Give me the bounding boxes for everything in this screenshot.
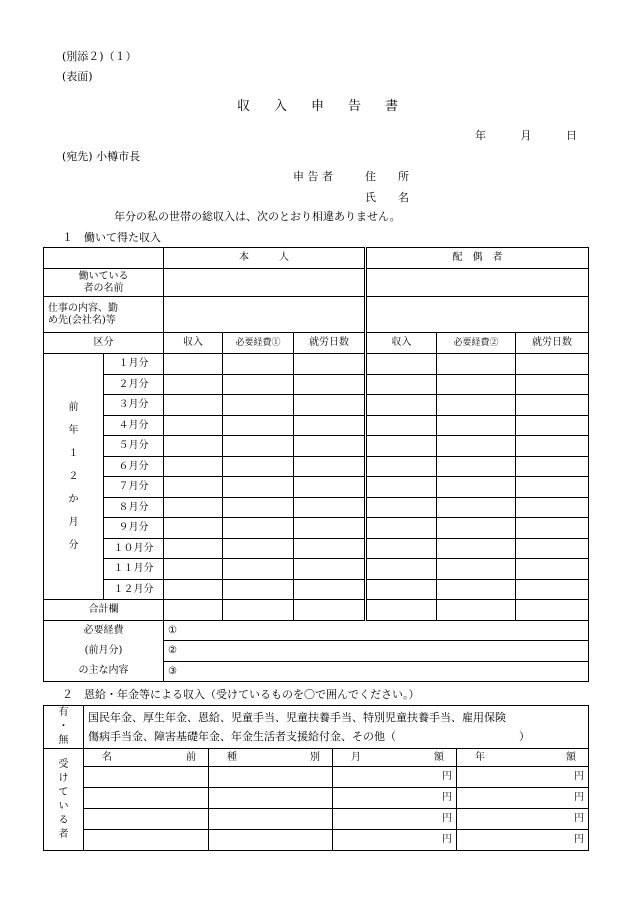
- attachment-number: (別添２)（１）: [62, 50, 137, 63]
- month-entry-cell[interactable]: [437, 436, 516, 457]
- expense-item-3[interactable]: ③: [164, 661, 589, 681]
- header-blank-cell: [44, 248, 164, 269]
- month-entry-cell[interactable]: [294, 374, 366, 395]
- recipient-type-field[interactable]: [209, 788, 333, 809]
- annual-amount-field[interactable]: 円: [457, 767, 589, 788]
- month-label: ６月分: [104, 456, 164, 477]
- month-entry-cell[interactable]: [164, 477, 223, 498]
- month-entry-cell[interactable]: [366, 436, 437, 457]
- pension-types[interactable]: 国民年金、厚生年金、恩給、児童手当、児童扶養手当、特別児童扶養手当、雇用保険 傷病手当金、障害基礎年金、年金生活者支援給付金、その他（ ）: [84, 706, 589, 749]
- name-col-header: 名 前: [84, 749, 209, 767]
- month-entry-cell[interactable]: [437, 497, 516, 518]
- expense-item-1[interactable]: ①: [164, 621, 589, 641]
- spouse-income-col: 収入: [366, 333, 437, 354]
- month-entry-cell[interactable]: [516, 436, 589, 457]
- recipient-type-field[interactable]: [209, 767, 333, 788]
- month-label: ７月分: [104, 477, 164, 498]
- month-entry-cell[interactable]: [516, 415, 589, 436]
- worker-name-label: 働いている 者の名前: [44, 269, 164, 297]
- month-entry-cell[interactable]: [366, 538, 437, 559]
- self-workdays-col: 就労日数: [294, 333, 366, 354]
- section2-title: ２ 恩給・年金等による収入（受けているものを〇で囲んでください。）: [62, 688, 420, 701]
- month-entry-cell[interactable]: [516, 395, 589, 416]
- month-label: ３月分: [104, 395, 164, 416]
- month-entry-cell[interactable]: [164, 538, 223, 559]
- month-entry-cell[interactable]: [437, 559, 516, 580]
- recipient-name-field[interactable]: [84, 830, 209, 851]
- category-label: 区分: [44, 333, 164, 354]
- month-entry-cell[interactable]: [223, 354, 294, 375]
- declarant-label: 申 告 者: [293, 170, 333, 183]
- month-entry-cell[interactable]: [516, 497, 589, 518]
- earned-income-table: [43, 247, 589, 682]
- self-income-col: 収入: [164, 333, 223, 354]
- address-label: 住 所: [365, 170, 409, 183]
- annual-amount-field[interactable]: 円: [457, 788, 589, 809]
- month-label: ８月分: [104, 497, 164, 518]
- month-entry-cell[interactable]: [516, 456, 589, 477]
- month-entry-cell[interactable]: [516, 374, 589, 395]
- month-entry-cell[interactable]: [437, 415, 516, 436]
- month-entry-cell[interactable]: [164, 436, 223, 457]
- spouse-job-field[interactable]: [366, 297, 589, 333]
- month-entry-cell[interactable]: [164, 456, 223, 477]
- month-entry-cell[interactable]: [164, 374, 223, 395]
- month-entry-cell[interactable]: [223, 538, 294, 559]
- month-label: １０月分: [104, 538, 164, 559]
- month-entry-cell[interactable]: [164, 395, 223, 416]
- month-entry-cell[interactable]: [294, 579, 366, 600]
- month-entry-cell[interactable]: [366, 354, 437, 375]
- month-entry-cell[interactable]: [294, 436, 366, 457]
- month-entry-cell[interactable]: [223, 518, 294, 539]
- total-label: 合計欄: [44, 600, 164, 621]
- recipient-name-field[interactable]: [84, 809, 209, 830]
- month-entry-cell[interactable]: [294, 477, 366, 498]
- addressee: (宛先) 小樽市長: [62, 150, 141, 163]
- month-entry-cell[interactable]: [294, 497, 366, 518]
- month-entry-cell[interactable]: [366, 456, 437, 477]
- recipient-name-field[interactable]: [84, 767, 209, 788]
- self-job-field[interactable]: [164, 297, 366, 333]
- total-cell[interactable]: [366, 600, 437, 621]
- form-side-label: (表面): [62, 70, 93, 83]
- previous-year-12-months-label: 前 年 １ ２ か 月 分: [44, 354, 104, 600]
- monthly-col-header: 月 額: [333, 749, 457, 767]
- self-expense-col: 必要経費①: [223, 333, 294, 354]
- month-entry-cell[interactable]: [223, 477, 294, 498]
- month-entry-cell[interactable]: [437, 518, 516, 539]
- month-label: ２月分: [104, 374, 164, 395]
- total-cell[interactable]: [437, 600, 516, 621]
- month-entry-cell[interactable]: [437, 374, 516, 395]
- month-label: １月分: [104, 354, 164, 375]
- month-entry-cell[interactable]: [366, 559, 437, 580]
- month-entry-cell[interactable]: [223, 436, 294, 457]
- total-cell[interactable]: [164, 600, 223, 621]
- month-label: ９月分: [104, 518, 164, 539]
- job-content-label: 仕事の内容、勤 め先(会社名)等: [44, 297, 164, 333]
- month-entry-cell[interactable]: [437, 395, 516, 416]
- month-entry-cell[interactable]: [164, 497, 223, 518]
- month-entry-cell[interactable]: [223, 374, 294, 395]
- self-header: 本 人: [164, 248, 366, 269]
- month-entry-cell[interactable]: [516, 559, 589, 580]
- month-entry-cell[interactable]: [366, 415, 437, 436]
- month-entry-cell[interactable]: [294, 354, 366, 375]
- declaration-statement: 年分の私の世帯の総収入は、次のとおり相違ありません。: [114, 210, 401, 223]
- month-label: ４月分: [104, 415, 164, 436]
- month-entry-cell[interactable]: [164, 354, 223, 375]
- month-entry-cell[interactable]: [164, 579, 223, 600]
- month-entry-cell[interactable]: [516, 518, 589, 539]
- month-entry-cell[interactable]: [366, 374, 437, 395]
- month-entry-cell[interactable]: [294, 415, 366, 436]
- month-entry-cell[interactable]: [294, 395, 366, 416]
- month-entry-cell[interactable]: [294, 538, 366, 559]
- month-entry-cell[interactable]: [366, 497, 437, 518]
- pension-income-table: [43, 705, 589, 851]
- recipient-name-field[interactable]: [84, 788, 209, 809]
- month-entry-cell[interactable]: [223, 579, 294, 600]
- month-entry-cell[interactable]: [366, 395, 437, 416]
- self-worker-name-field[interactable]: [164, 269, 366, 297]
- month-entry-cell[interactable]: [164, 559, 223, 580]
- month-entry-cell[interactable]: [223, 415, 294, 436]
- recipient-label: 受 け て い る 者: [44, 749, 84, 851]
- month-entry-cell[interactable]: [437, 579, 516, 600]
- monthly-amount-field[interactable]: 円: [333, 830, 457, 851]
- month-entry-cell[interactable]: [437, 456, 516, 477]
- annual-amount-field[interactable]: 円: [457, 809, 589, 830]
- month-entry-cell[interactable]: [437, 477, 516, 498]
- month-entry-cell[interactable]: [223, 497, 294, 518]
- annual-amount-field[interactable]: 円: [457, 830, 589, 851]
- yes-no-label: 有 ・ 無: [44, 706, 84, 749]
- month-entry-cell[interactable]: [437, 354, 516, 375]
- month-entry-cell[interactable]: [366, 579, 437, 600]
- month-entry-cell[interactable]: [516, 354, 589, 375]
- section1-title: １ 働いて得た収入: [62, 231, 161, 244]
- total-cell[interactable]: [294, 600, 366, 621]
- month-entry-cell[interactable]: [294, 456, 366, 477]
- month-entry-cell[interactable]: [366, 518, 437, 539]
- recipient-type-field[interactable]: [209, 809, 333, 830]
- annual-col-header: 年 額: [457, 749, 589, 767]
- spouse-worker-name-field[interactable]: [366, 269, 589, 297]
- month-entry-cell[interactable]: [516, 538, 589, 559]
- month-entry-cell[interactable]: [164, 518, 223, 539]
- month-entry-cell[interactable]: [223, 559, 294, 580]
- month-entry-cell[interactable]: [223, 456, 294, 477]
- expense-item-2[interactable]: ②: [164, 641, 589, 661]
- monthly-amount-field[interactable]: 円: [333, 788, 457, 809]
- total-cell[interactable]: [223, 600, 294, 621]
- month-label: １２月分: [104, 579, 164, 600]
- document-title: 収 入 申 告 書: [237, 99, 398, 114]
- month-label: ５月分: [104, 436, 164, 457]
- total-cell[interactable]: [516, 600, 589, 621]
- month-entry-cell[interactable]: [294, 518, 366, 539]
- expense-content-label: 必要経費 (前月分) の主な内容: [44, 621, 164, 682]
- monthly-amount-field[interactable]: 円: [333, 767, 457, 788]
- month-entry-cell[interactable]: [223, 395, 294, 416]
- month-entry-cell[interactable]: [164, 415, 223, 436]
- type-col-header: 種 別: [209, 749, 333, 767]
- monthly-amount-field[interactable]: 円: [333, 809, 457, 830]
- month-entry-cell[interactable]: [366, 477, 437, 498]
- spouse-expense-col: 必要経費②: [437, 333, 516, 354]
- month-entry-cell[interactable]: [294, 559, 366, 580]
- month-entry-cell[interactable]: [516, 477, 589, 498]
- date-line: 年 月 日: [475, 129, 577, 142]
- spouse-workdays-col: 就労日数: [516, 333, 589, 354]
- recipient-type-field[interactable]: [209, 830, 333, 851]
- month-entry-cell[interactable]: [516, 579, 589, 600]
- month-label: １１月分: [104, 559, 164, 580]
- name-label: 氏 名: [365, 191, 409, 204]
- spouse-header: 配 偶 者: [366, 248, 589, 269]
- month-entry-cell[interactable]: [437, 538, 516, 559]
